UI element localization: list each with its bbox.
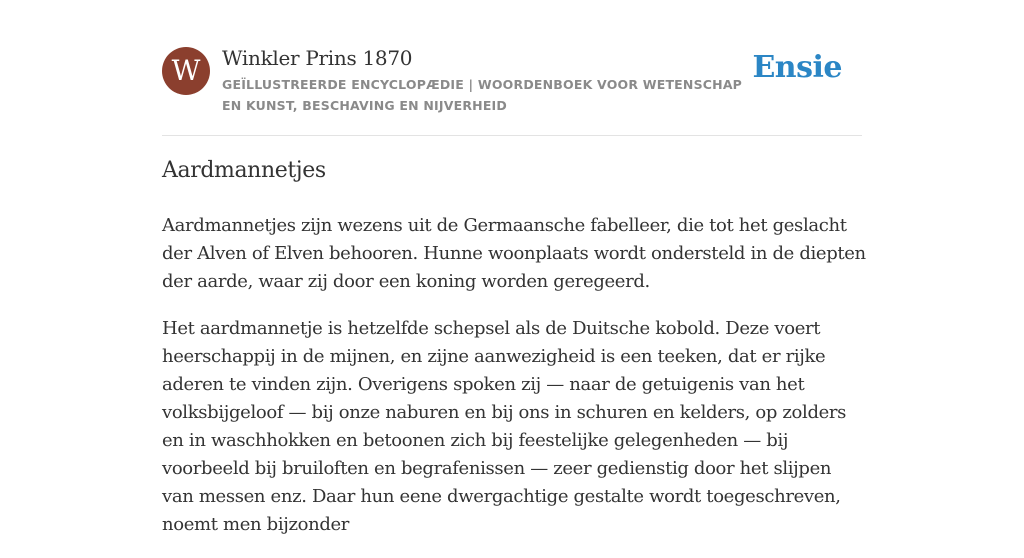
- ensie-logo-link[interactable]: Ensie: [752, 50, 842, 85]
- entry-title: Aardmannetjes: [162, 158, 326, 183]
- header-divider: [162, 135, 862, 136]
- entry-paragraph: Aardmannetjes zijn wezens uit de Germaansche fabelleer, die tot het geslacht der Alven of Elven behooren. Hunne woonplaats wordt ondersteld in de diepten der aarde, waar zij door een koning worden geregeerd.: [162, 215, 866, 292]
- source-title[interactable]: Winkler Prins 1870: [222, 46, 413, 70]
- source-avatar[interactable]: W: [162, 47, 210, 95]
- entry-body: [162, 212, 867, 558]
- source-header: [162, 46, 862, 136]
- source-subtitle: GEÏLLUSTREERDE ENCYCLOPÆDIE | WOORDENBOEK VOOR WETENSCHAP EN KUNST, BESCHAVING EN NIJVERHEID: [222, 77, 743, 113]
- entry-paragraph: Het aardmannetje is hetzelfde schepsel als de Duitsche kobold. Deze voert heerschappij in de mijnen, en zijne aanwezigheid is een teeken, dat er rijke aderen te vinden zijn. Overigens spoken zij — naar de getuigenis van het volksbijgeloof — bij onze naburen en bij ons in schuren en kelders, op zolders en in waschhokken en betoonen zich bij feestelijke gelegenheden — bij voorbeeld bij bruiloften en begrafenissen — zeer gedienstig door het slijpen van messen enz. Daar hun eene dwergachtige gestalte wordt toegeschreven, noemt men bijzonder: [162, 318, 847, 535]
